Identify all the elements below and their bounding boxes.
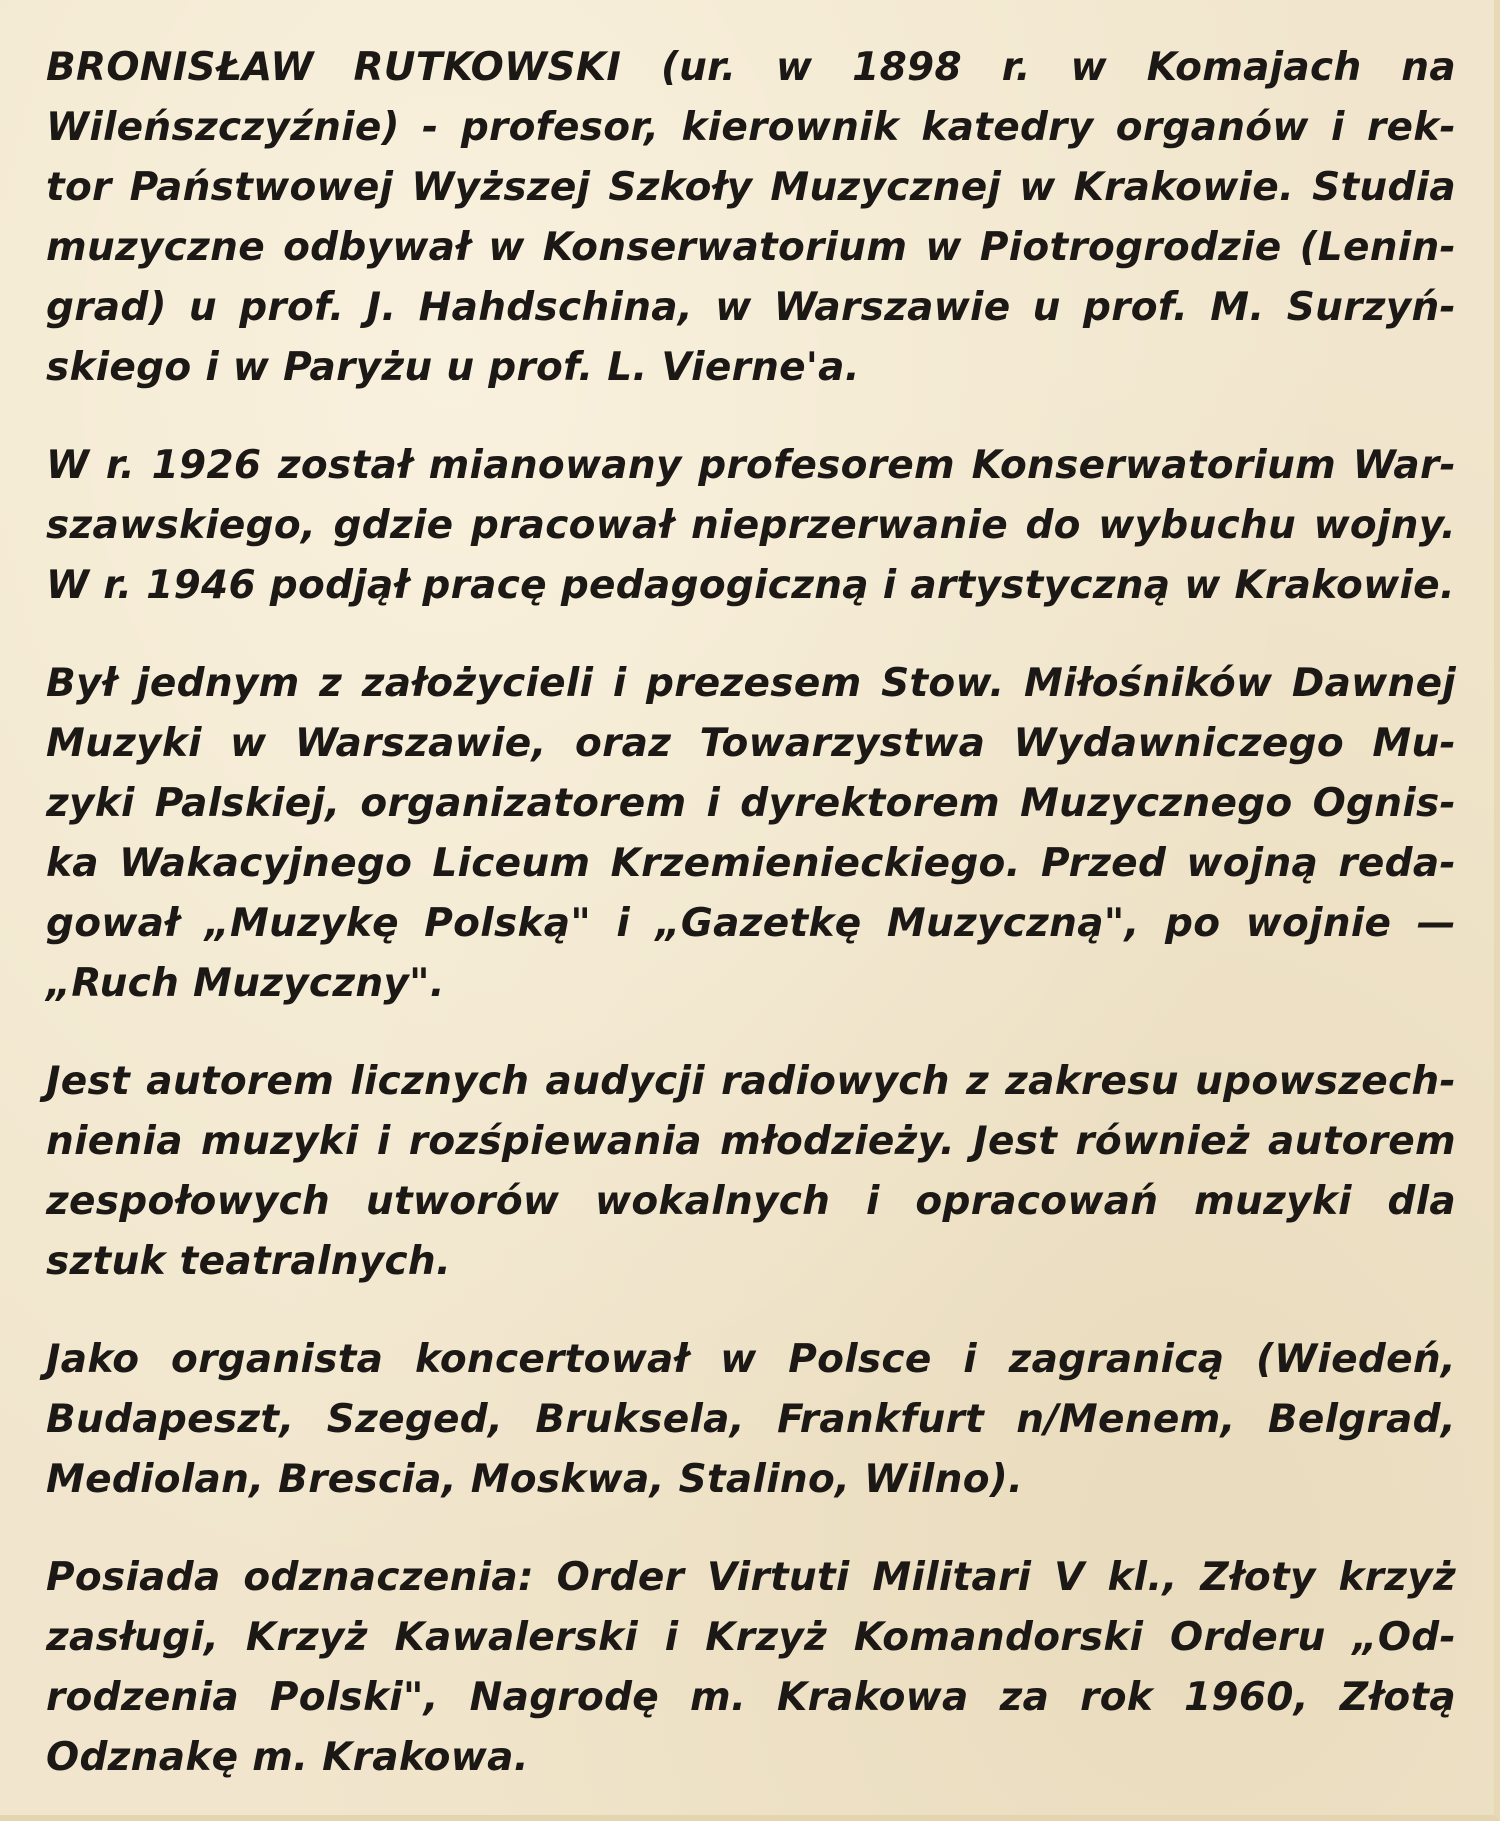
paragraph-concerts [46, 1330, 1456, 1510]
text-line: zyki Palskiej, organizatorem i dyrektorem Muzycznego Ognis- [46, 781, 1456, 826]
paragraph-organizations [46, 654, 1456, 1014]
text-line: Był jednym z założycieli i prezesem Stow. Miłośników Dawnej [46, 661, 1456, 706]
paragraph-gap [46, 1014, 1456, 1052]
text-line: zasługi, Krzyż Kawalerski i Krzyż Komandorski Orderu „Od- [46, 1615, 1456, 1660]
text-line: szawskiego, gdzie pracował nieprzerwanie do wybuchu wojny. [46, 503, 1456, 548]
text-line: W r. 1946 podjął pracę pedagogiczną i artystyczną w Krakowie. [46, 563, 1455, 608]
text-line: grad) u prof. J. Hahdschina, w Warszawie u prof. M. Surzyń- [46, 285, 1456, 330]
text-line: sztuk teatralnych. [46, 1239, 452, 1284]
text-line: Jest autorem licznych audycji radiowych z zakresu upowszech- [46, 1059, 1456, 1104]
paragraph-gap [46, 616, 1456, 654]
text-line: Odznakę m. Krakowa. [46, 1735, 529, 1780]
paragraph-career [46, 436, 1456, 616]
text-line: gował „Muzykę Polską" i „Gazetkę Muzyczną", po wojnie — [46, 901, 1456, 946]
paragraph-gap [46, 398, 1456, 436]
text-line: Budapeszt, Szeged, Bruksela, Frankfurt n/Menem, Belgrad, [46, 1397, 1456, 1442]
paragraph-awards [46, 1548, 1456, 1788]
paragraph-works [46, 1052, 1456, 1292]
text-line: ka Wakacyjnego Liceum Krzemienieckiego. Przed wojną reda- [46, 841, 1456, 886]
text-line: zespołowych utworów wokalnych i opracowań muzyki dla [46, 1179, 1456, 1224]
text-line: Wileńszczyźnie) - profesor, kierownik katedry organów i rek- [46, 105, 1456, 150]
text-line: Posiada odznaczenia: Order Virtuti Militari V kl., Złoty krzyż [46, 1555, 1456, 1600]
biography-text [46, 38, 1456, 1788]
text-line: skiego i w Paryżu u prof. L. Vierne'a. [46, 345, 860, 390]
text-line: nienia muzyki i rozśpiewania młodzieży. Jest również autorem [46, 1119, 1456, 1164]
paragraph-gap [46, 1510, 1456, 1548]
text-line: BRONISŁAW RUTKOWSKI (ur. w 1898 r. w Komajach na [46, 45, 1456, 90]
text-line: „Ruch Muzyczny". [46, 961, 445, 1006]
text-line: rodzenia Polski", Nagrodę m. Krakowa za rok 1960, Złotą [46, 1675, 1456, 1720]
paragraph-gap [46, 1292, 1456, 1330]
text-line: tor Państwowej Wyższej Szkoły Muzycznej w Krakowie. Studia [46, 165, 1456, 210]
text-line: Mediolan, Brescia, Moskwa, Stalino, Wilno). [46, 1457, 1024, 1502]
paragraph-biography-intro [46, 38, 1456, 398]
text-line: Muzyki w Warszawie, oraz Towarzystwa Wydawniczego Mu- [46, 721, 1456, 766]
text-line: Jako organista koncertował w Polsce i zagranicą (Wiedeń, [46, 1337, 1456, 1382]
text-line: muzyczne odbywał w Konserwatorium w Piotrogrodzie (Lenin- [46, 225, 1456, 270]
text-line: W r. 1926 został mianowany profesorem Konserwatorium War- [46, 443, 1456, 488]
